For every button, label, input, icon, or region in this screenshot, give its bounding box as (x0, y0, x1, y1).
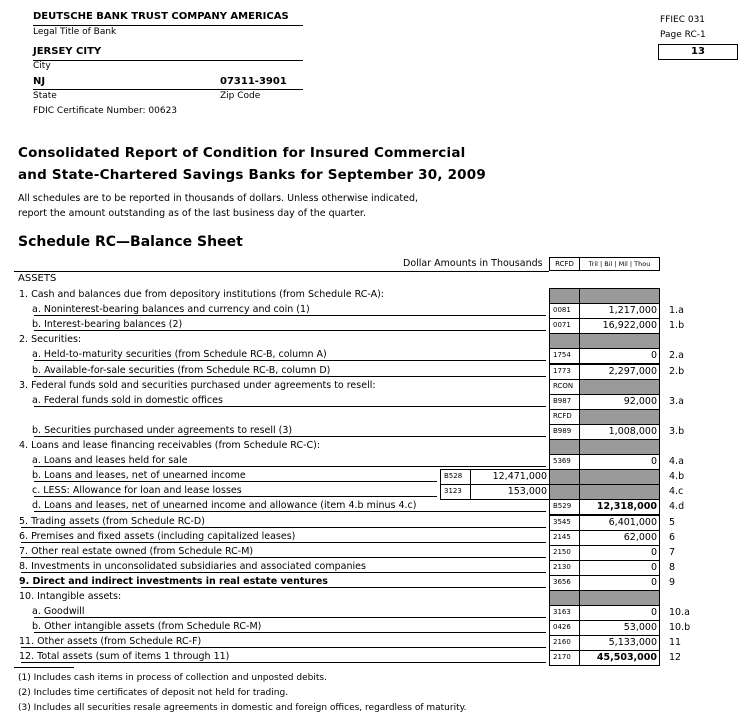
section-assets: ASSETS (18, 273, 57, 284)
line-reference: 2.b (669, 365, 685, 377)
line-reference: 3.b (669, 425, 685, 437)
leader-line (34, 617, 546, 618)
divider (14, 271, 549, 272)
subcode-cell: 3123 (440, 484, 471, 500)
state: NJ (33, 76, 46, 87)
row-label: 5. Trading assets (from Schedule RC-D) (19, 515, 205, 527)
subcode-cell: B528 (440, 469, 471, 485)
zip-code: 07311-3901 (220, 76, 287, 87)
line-reference: 9 (669, 576, 676, 588)
row-label: b. Interest-bearing balances (2) (32, 319, 183, 331)
city: JERSEY CITY (33, 46, 102, 57)
amount-cell: 0 (579, 575, 660, 591)
code-cell (549, 484, 580, 500)
subamount-cell: 12,471,000 (470, 469, 550, 485)
page-number: 13 (691, 46, 705, 57)
leader-line (34, 481, 437, 482)
code-cell: 0426 (549, 620, 580, 636)
line-reference: 5 (669, 516, 676, 528)
code-cell (549, 469, 580, 485)
divider (33, 89, 303, 90)
code-cell: RCON (549, 379, 580, 395)
bank-name-caption: Legal Title of Bank (33, 27, 117, 37)
code-cell: RCFD (549, 409, 580, 425)
leader-line (34, 330, 546, 331)
leader-line (34, 315, 546, 316)
row-label: a. Goodwill (32, 606, 85, 618)
instructions-line2: report the amount outstanding as of the last business day of the quarter. (18, 208, 366, 219)
row-label: a. Held-to-maturity securities (from Schedule RC-B, column A) (32, 349, 327, 361)
amount-cell: 62,000 (579, 530, 660, 546)
leader-line (34, 496, 437, 497)
code-cell: 2130 (549, 560, 580, 576)
amount-cell: 0 (579, 560, 660, 576)
row-label: 1. Cash and balances due from depository institutions (from Schedule RC-A): (19, 289, 385, 300)
row-label: 10. Intangible assets: (19, 591, 122, 602)
leader-line (34, 436, 546, 437)
bank-name: DEUTSCHE BANK TRUST COMPANY AMERICAS (33, 11, 289, 22)
code-cell: 5369 (549, 454, 580, 470)
amount-cell: 0 (579, 605, 660, 621)
code-cell: 2170 (549, 650, 580, 666)
leader-line (21, 527, 546, 528)
amount-cell: 16,922,000 (579, 318, 660, 334)
row-label: 12. Total assets (sum of items 1 through 11) (19, 651, 230, 663)
amount-cell (579, 379, 660, 395)
code-cell: 1773 (549, 364, 580, 380)
amount-cell: 53,000 (579, 620, 660, 636)
leader-line (21, 542, 546, 543)
code-cell: 0071 (549, 318, 580, 334)
fdic-certificate: FDIC Certificate Number: 00623 (33, 106, 178, 116)
code-cell: 3656 (549, 575, 580, 591)
amount-cell: 1,217,000 (579, 303, 660, 319)
amount-cell (579, 484, 660, 500)
line-reference: 2.a (669, 350, 684, 362)
state-caption: State (33, 91, 57, 101)
subamount-cell: 153,000 (470, 484, 550, 500)
amount-cell: 2,297,000 (579, 364, 660, 380)
line-reference: 7 (669, 546, 676, 558)
row-label: d. Loans and leases, net of unearned income and allowance (item 4.b minus 4.c) (32, 500, 417, 512)
code-cell (549, 439, 580, 455)
leader-line (34, 360, 546, 361)
amount-cell (579, 288, 660, 304)
amount-cell (579, 409, 660, 425)
row-label: c. LESS: Allowance for loan and lease losses (32, 485, 242, 497)
amount-cell (579, 333, 660, 349)
units-caption: Dollar Amounts in Thousands (403, 258, 543, 269)
line-reference: 10.b (669, 622, 691, 634)
code-cell: B529 (549, 499, 580, 515)
amount-cell: 0 (579, 454, 660, 470)
row-label: b. Securities purchased under agreements to resell (3) (32, 424, 293, 436)
row-label: 2. Securities: (19, 334, 82, 346)
amount-cell: 45,503,000 (579, 650, 660, 666)
row-label: 6. Premises and fixed assets (including capitalized leases) (19, 530, 296, 542)
report-title-line2: and State-Chartered Savings Banks for September 30, 2009 (18, 167, 486, 183)
zip-caption: Zip Code (220, 91, 261, 101)
code-cell: 2145 (549, 530, 580, 546)
line-reference: 1.a (669, 305, 684, 317)
amount-cell: 0 (579, 348, 660, 364)
row-label: 3. Federal funds sold and securities purchased under agreements to resell: (19, 379, 376, 391)
leader-line (34, 406, 546, 407)
instructions-line1: All schedules are to be reported in thousands of dollars. Unless otherwise indicated, (18, 193, 419, 204)
code-cell: 0081 (549, 303, 580, 319)
leader-line (34, 376, 546, 377)
amount-cell: 12,318,000 (579, 499, 660, 515)
leader-line (21, 587, 546, 588)
row-label: 7. Other real estate owned (from Schedule RC-M) (19, 545, 254, 557)
row-label: b. Loans and leases, net of unearned income (32, 470, 246, 482)
line-reference: 11 (669, 637, 682, 649)
code-cell: 2160 (549, 635, 580, 651)
divider (33, 60, 303, 61)
divider (33, 25, 303, 26)
amount-cell: 6,401,000 (579, 515, 660, 531)
amount-cell: 1,008,000 (579, 424, 660, 440)
page-id: Page RC-1 (660, 30, 706, 40)
line-reference: 6 (669, 531, 676, 543)
row-label: 8. Investments in unconsolidated subsidiaries and associated companies (19, 560, 366, 572)
amount-cell: 5,133,000 (579, 635, 660, 651)
footnote-1: (1) Includes cash items in process of collection and unposted debits. (18, 673, 327, 683)
code-cell: 1754 (549, 348, 580, 364)
row-label: b. Available-for-sale securities (from Schedule RC-B, column D) (32, 364, 331, 376)
code-cell (549, 288, 580, 304)
leader-line (34, 511, 546, 512)
line-reference: 3.a (669, 395, 684, 407)
row-label: a. Federal funds sold in domestic offices (32, 394, 223, 406)
report-title-line1: Consolidated Report of Condition for Insured Commercial (18, 145, 466, 161)
row-label: a. Loans and leases held for sale (32, 455, 188, 467)
line-reference: 12 (669, 652, 682, 664)
line-reference: 10.a (669, 607, 690, 619)
amount-cell: 92,000 (579, 394, 660, 410)
amount-cell (579, 469, 660, 485)
amount-cell (579, 590, 660, 606)
row-label: 9. Direct and indirect investments in real estate ventures (19, 575, 328, 587)
code-cell: 3545 (549, 515, 580, 531)
code-cell (549, 590, 580, 606)
page-number-box (658, 44, 738, 60)
footnote-3: (3) Includes all securities resale agreements in domestic and foreign offices, regardless of maturity. (18, 703, 467, 713)
line-reference: 4.c (669, 486, 684, 498)
code-cell: 3163 (549, 605, 580, 621)
line-reference: 4.d (669, 501, 685, 513)
footnote-divider (14, 667, 74, 668)
footnote-2: (2) Includes time certificates of deposit not held for trading. (18, 688, 289, 698)
leader-line (21, 647, 546, 648)
line-reference: 1.b (669, 320, 685, 332)
row-label: b. Other intangible assets (from Schedule RC-M) (32, 621, 262, 633)
col-header-amount: Tril | Bil | Mil | Thou (579, 257, 660, 271)
form-id: FFIEC 031 (660, 15, 706, 25)
schedule-title: Schedule RC—Balance Sheet (18, 234, 243, 250)
leader-line (21, 572, 546, 573)
amount-cell (579, 439, 660, 455)
col-header-code: RCFD (549, 257, 580, 271)
code-cell (549, 333, 580, 349)
code-cell: B989 (549, 424, 580, 440)
code-cell: 2150 (549, 545, 580, 561)
leader-line (21, 557, 546, 558)
leader-line (21, 662, 546, 663)
row-label: 4. Loans and lease financing receivables (from Schedule RC-C): (19, 440, 321, 451)
leader-line (34, 632, 546, 633)
row-label: 11. Other assets (from Schedule RC-F) (19, 636, 202, 648)
code-cell: B987 (549, 394, 580, 410)
line-reference: 4.a (669, 456, 684, 468)
line-reference: 4.b (669, 471, 685, 483)
line-reference: 8 (669, 561, 676, 573)
amount-cell: 0 (579, 545, 660, 561)
city-caption: City (33, 61, 51, 71)
leader-line (34, 466, 546, 467)
row-label: a. Noninterest-bearing balances and currency and coin (1) (32, 304, 310, 316)
